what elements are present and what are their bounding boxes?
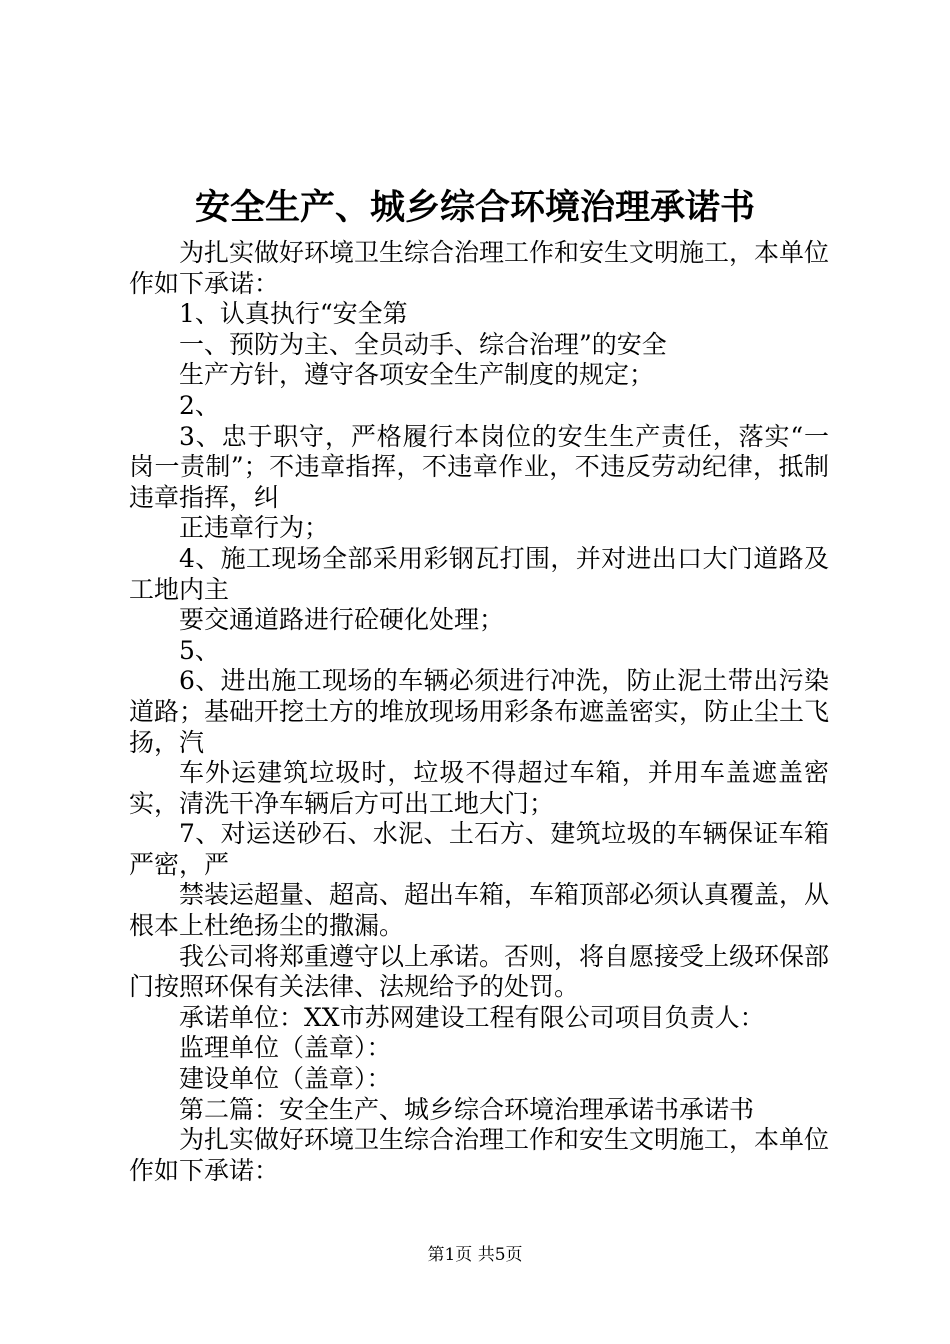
paragraph: 一、预防为主、全员动手、综合治理”的安全 xyxy=(179,329,667,359)
paragraph: 禁装运超量、超高、超出车箱，车箱顶部必须认真覆盖，从根本上杜绝扬尘的撒漏。 xyxy=(129,880,830,941)
paragraph: 第二篇：安全生产、城乡综合环境治理承诺书承诺书 xyxy=(179,1094,755,1124)
document-title: 安全生产、城乡综合环境治理承诺书 xyxy=(194,187,755,228)
document-body xyxy=(129,238,829,1186)
paragraph: 3、忠于职守，严格履行本岗位的安生生产责任，落实“一岗一责制”；不违章指挥，不违章作业，不违反劳动纪律，抵制违章指挥，纠 xyxy=(129,421,829,512)
paragraph: 1、认真执行“安全第 xyxy=(179,299,408,329)
paragraph: 为扎实做好环境卫生综合治理工作和安生文明施工，本单位作如下承诺： xyxy=(129,238,830,298)
paragraph: 5、 xyxy=(179,635,220,665)
paragraph: 4、施工现场全部采用彩钢瓦打围，并对进出口大门道路及工地内主 xyxy=(129,543,829,604)
paragraph: 7、对运送砂石、水泥、土石方、建筑垃圾的车辆保证车箱严密，严 xyxy=(129,819,829,879)
paragraph: 正违章行为； xyxy=(179,513,330,543)
paragraph: 2、 xyxy=(179,390,220,420)
paragraph: 生产方针，遵守各项安全生产制度的规定； xyxy=(179,360,655,390)
page-footer: 第1页 共5页 xyxy=(427,1245,523,1265)
paragraph: 要交通道路进行砼硬化处理； xyxy=(179,605,505,635)
paragraph: 为扎实做好环境卫生综合治理工作和安生文明施工，本单位作如下承诺： xyxy=(129,1125,830,1185)
paragraph: 承诺单位：XX市苏网建设工程有限公司项目负责人： xyxy=(179,1002,765,1032)
paragraph: 建设单位（盖章）： xyxy=(179,1064,392,1094)
paragraph: 我公司将郑重遵守以上承诺。否则，将自愿接受上级环保部门按照环保有关法律、法规给予的处罚。 xyxy=(129,941,830,1002)
paragraph: 车外运建筑垃圾时，垃圾不得超过车箱，并用车盖遮盖密实，清洗干净车辆后方可出工地大门； xyxy=(129,758,829,818)
paragraph: 监理单位（盖章）： xyxy=(179,1033,392,1063)
paragraph: 6、进出施工现场的车辆必须进行冲洗，防止泥土带出污染道路；基础开挖土方的堆放现场用彩条布遮盖密实，防止尘土飞扬，汽 xyxy=(129,666,830,757)
